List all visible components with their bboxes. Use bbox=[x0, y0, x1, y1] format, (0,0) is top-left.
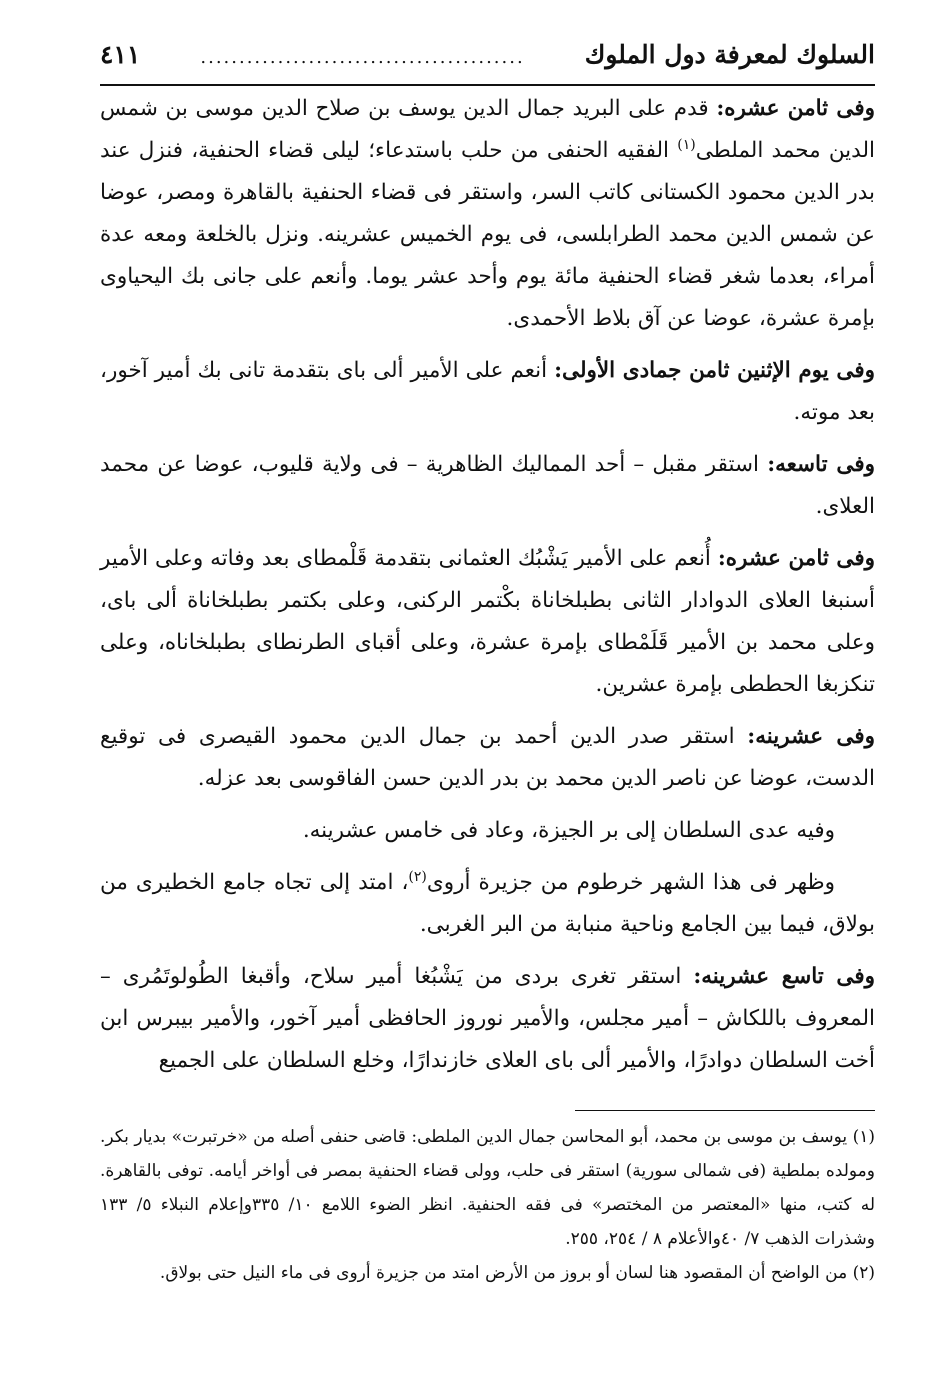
main-text bbox=[100, 88, 875, 1092]
paragraph-lead: وفى تاسع عشرينه: bbox=[693, 964, 875, 989]
paragraph-lead: وفى ثامن عشره: bbox=[717, 546, 875, 571]
paragraph-lead: وفى يوم الإثنين ثامن جمادى الأولى: bbox=[554, 358, 875, 383]
paragraph-text: استقر تغرى بردى من يَشْبُغا أمير سلاح، وأقبغا الطُولوتَمُرى – المعروف باللكاش – أمير مجلس، والأمير نوروز الحافظى أمير آخور، والأمير بيبرس ابن أخت السلطان دوادرًا، والأمير ألى باى العلاى خازندارًا، وخلع السلطان على الجميع bbox=[100, 964, 875, 1073]
footnotes bbox=[100, 1120, 875, 1290]
running-header-title: السلوك لمعرفة دول الملوك bbox=[584, 40, 875, 69]
paragraph-lead: وفى ثامن عشره: bbox=[716, 96, 875, 121]
running-header bbox=[100, 40, 875, 86]
paragraph-lead: وفى عشرينه: bbox=[747, 724, 875, 749]
paragraph bbox=[100, 350, 875, 434]
footnote-reference: (٢) bbox=[408, 868, 427, 885]
paragraph bbox=[100, 88, 875, 340]
footnote: (١) يوسف بن موسى بن محمد، أبو المحاسن جمال الدين الملطى: قاضى حنفى أصله من «خرتبرت» بديار بكر. ومولده بملطية (فى شمالى سورية) استقر فى حلب، وولى قضاء الحنفية بمصر فى أواخر أيامه. توفى بالقاهرة. له كتب، منها «المعتصر من المختصر» فى فقه الحنفية. انظر الضوء اللامع ١٠/ ٣٣٥وإعلام النبلاء ٥/ ١٣٣ وشذرات الذهب ٧/ ٤٠والأعلام ٨ / ٢٥٤، ٢٥٥. bbox=[100, 1127, 875, 1249]
paragraph-text: وظهر فى هذا الشهر خرطوم من جزيرة أروى bbox=[426, 870, 836, 895]
paragraph-text-continued: ، امتد إلى تجاه جامع الخطيرى من بولاق، فيما بين الجامع وناحية منبابة من البر الغربى. bbox=[100, 870, 875, 937]
paragraph bbox=[100, 956, 875, 1082]
paragraph bbox=[100, 862, 875, 946]
page-number: ٤١١ bbox=[100, 40, 141, 69]
footnote-reference: (١) bbox=[677, 136, 696, 153]
paragraph bbox=[100, 810, 875, 852]
paragraph-text-continued: الفقيه الحنفى من حلب باستدعاء؛ ليلى قضاء الحنفية، فنزل عند بدر الدين محمود الكستانى كاتب السر، واستقر فى قضاء الحنفية بالقاهرة ومصر، عوضا عن شمس الدين محمد الطرابلسى، فى يوم الخميس عشرينه. ونزل بالخلعة ومعه عدة أمراء، بعدما شغر قضاء الحنفية مائة يوم وأحد عشر يوما. وأنعم على جانى بك اليحياوى بإمرة عشرة، عوضا عن آق بلاط الأحمدى. bbox=[100, 138, 875, 331]
paragraph bbox=[100, 538, 875, 706]
footnote: (٢) من الواضح أن المقصود هنا لسان أو بروز من الأرض امتد من جزيرة أروى فى ماء النيل حتى بولاق. bbox=[159, 1263, 875, 1283]
paragraph-lead: وفى تاسعه: bbox=[767, 452, 876, 477]
footnote-divider bbox=[575, 1110, 875, 1111]
paragraph bbox=[100, 716, 875, 800]
paragraph-text: استقر صدر الدين أحمد بن جمال الدين محمود القيصرى فى توقيع الدست، عوضا عن ناصر الدين محمد بن بدر الدين حسن الفاقوسى بعد عزله. bbox=[100, 724, 875, 791]
paragraph-text: قدم على البريد جمال الدين يوسف بن صلاح الدين موسى بن شمس الدين محمد الملطى bbox=[100, 96, 875, 163]
header-leader-dots: .......................................... bbox=[200, 47, 525, 68]
paragraph-text: استقر مقبل – أحد المماليك الظاهرية – فى ولاية قليوب، عوضا عن محمد العلاى. bbox=[100, 452, 875, 519]
paragraph-text: أُنعم على الأمير يَشْبُك العثمانى بتقدمة قَلْمطاى بعد وفاته وعلى الأمير أسنبغا العلاى الدوادار الثانى بطبلخاناة بكْتمر الركنى، وعلى بكتمر بطبلخاناة ألى باى، وعلى محمد بن الأمير قَلَمْطاى بإمرة عشرة، وعلى أقباى الطرنطاى بطبلخاناه، وعلى تنكزبغا الحططى بإمرة عشرين. bbox=[100, 546, 875, 697]
paragraph bbox=[100, 444, 875, 528]
paragraph-text: وفيه عدى السلطان إلى بر الجيزة، وعاد فى خامس عشرينه. bbox=[302, 818, 835, 843]
paragraph-text: أنعم على الأمير ألى باى بتقدمة تانى بك أمير آخور، بعد موته. bbox=[100, 358, 875, 425]
